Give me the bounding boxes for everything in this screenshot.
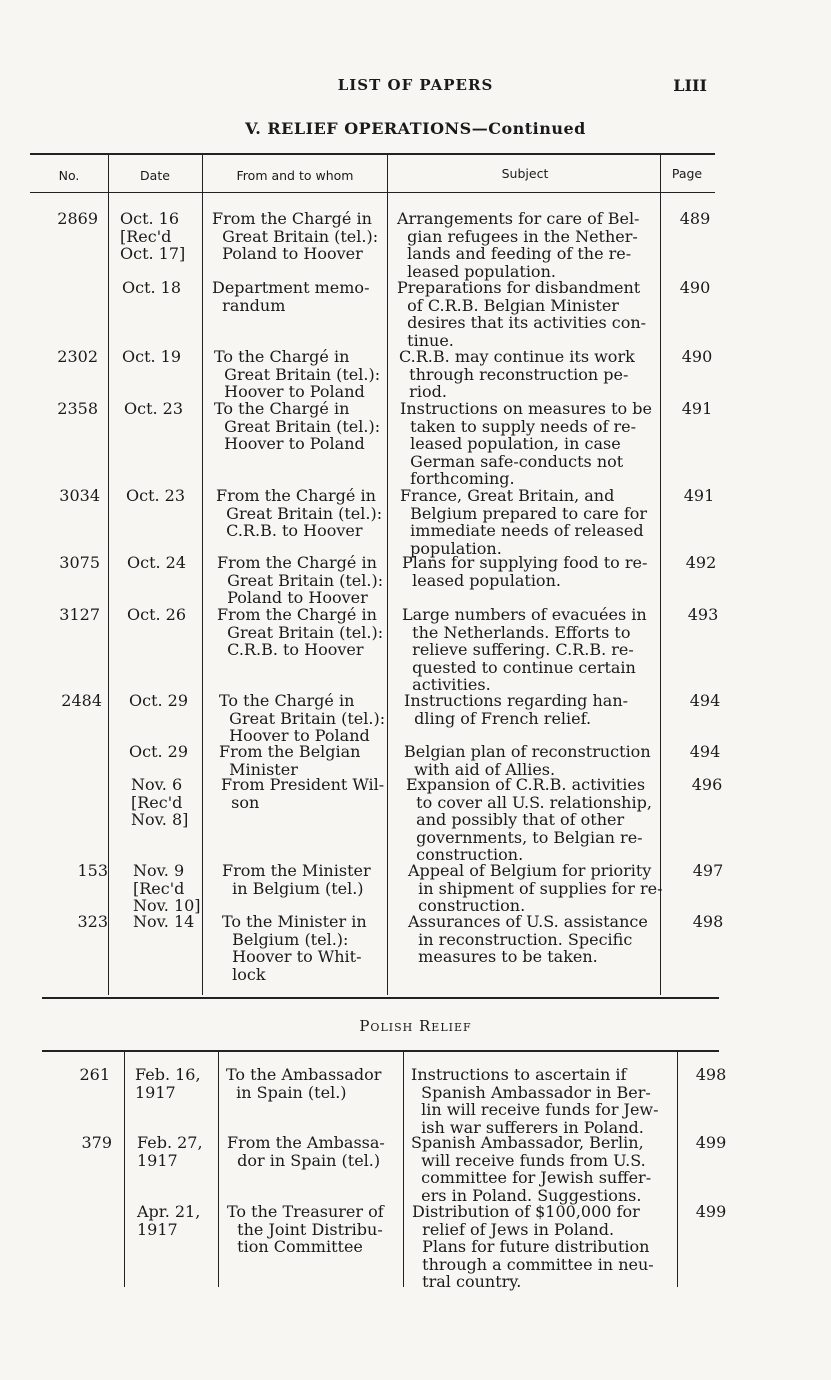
paper-page: 490: [679, 278, 711, 297]
subsection-top-rule: [42, 1050, 719, 1052]
paper-from-to: To the Chargé in Great Britain (tel.): Hoover to Poland: [214, 399, 381, 453]
paper-page: 492: [685, 553, 717, 572]
paper-subject: Preparations for disbandment of C.R.B. Belgian Minister desires that its activities con- tinue.: [397, 278, 647, 350]
column-rule: [124, 1052, 125, 1287]
paper-from-to: From the Ambassa- dor in Spain (tel.): [227, 1133, 385, 1170]
running-head-title: LIST OF PAPERS: [337, 76, 494, 94]
paper-number: 2302: [57, 347, 98, 366]
paper-subject: Spanish Ambassador, Berlin, will receive funds from U.S. committee for Jewish suffer- ers in Poland. Suggestions.: [411, 1133, 652, 1205]
paper-subject: Plans for supplying food to re- leased population.: [402, 553, 648, 590]
paper-date: Oct. 19: [122, 347, 182, 366]
paper-date: Oct. 29: [129, 691, 189, 710]
paper-number: 3034: [59, 486, 100, 505]
column-rule: [202, 155, 203, 995]
paper-date: Nov. 6 [Rec'd Nov. 8]: [131, 775, 189, 829]
table-top-rule: [30, 153, 715, 155]
paper-subject: Belgian plan of reconstruction with aid of Allies.: [404, 742, 651, 779]
column-header-no: No.: [58, 168, 80, 183]
paper-date: Oct. 16 [Rec'd Oct. 17]: [120, 209, 186, 263]
paper-number: 379: [81, 1133, 112, 1152]
paper-subject: Expansion of C.R.B. activities to cover all U.S. relationship, and possibly that of other governments, to Belgian re- construction.: [406, 775, 652, 864]
paper-date: Nov. 14: [133, 912, 195, 931]
paper-subject: C.R.B. may continue its work through reconstruction pe- riod.: [399, 347, 635, 401]
column-header-from-to: From and to whom: [236, 168, 354, 183]
column-rule: [218, 1052, 219, 1287]
paper-subject: Distribution of $100,000 for relief of Jews in Poland. Plans for future distribution through a committee in neu- tral country.: [412, 1202, 654, 1291]
paper-from-to: To the Chargé in Great Britain (tel.): Hoover to Poland: [214, 347, 381, 401]
paper-from-to: From the Chargé in Great Britain (tel.): Poland to Hoover: [217, 553, 384, 607]
page-number: LIII: [673, 76, 707, 95]
column-rule: [387, 155, 388, 995]
paper-page: 498: [692, 912, 724, 931]
paper-number: 3127: [59, 605, 100, 624]
paper-number: 153: [77, 861, 108, 880]
paper-date: Oct. 29: [129, 742, 189, 761]
paper-date: Apr. 21, 1917: [137, 1202, 201, 1239]
paper-number: 2869: [57, 209, 98, 228]
paper-date: Nov. 9 [Rec'd Nov. 10]: [133, 861, 201, 915]
paper-page: 499: [695, 1133, 727, 1152]
paper-from-to: From the Chargé in Great Britain (tel.): C.R.B. to Hoover: [217, 605, 384, 659]
header-bottom-rule: [30, 192, 715, 193]
paper-from-to: Department memo- randum: [212, 278, 370, 315]
paper-subject: Assurances of U.S. assistance in reconstruction. Specific measures to be taken.: [408, 912, 648, 966]
column-rule: [403, 1052, 404, 1287]
paper-from-to: To the Chargé in Great Britain (tel.): Hoover to Poland: [219, 691, 386, 745]
paper-from-to: To the Treasurer of the Joint Distribu- tion Committee: [227, 1202, 384, 1256]
paper-subject: Instructions regarding han- dling of French relief.: [404, 691, 629, 728]
paper-subject: Instructions on measures to be taken to supply needs of re- leased population, in case German safe-conducts not forthcoming.: [400, 399, 652, 488]
running-head: [0, 76, 831, 96]
paper-date: Oct. 26: [127, 605, 187, 624]
paper-number: 323: [77, 912, 108, 931]
paper-from-to: To the Ambassador in Spain (tel.): [226, 1065, 382, 1102]
paper-number: 2358: [57, 399, 98, 418]
paper-number: 261: [79, 1065, 110, 1084]
paper-subject: Instructions to ascertain if Spanish Ambassador in Ber- lin will receive funds for Jew- ish war sufferers in Poland.: [411, 1065, 659, 1137]
paper-page: 489: [679, 209, 711, 228]
paper-subject: Appeal of Belgium for priority in shipment of supplies for re- construction.: [408, 861, 663, 915]
paper-from-to: From the Chargé in Great Britain (tel.): C.R.B. to Hoover: [216, 486, 383, 540]
column-rule: [677, 1052, 678, 1287]
paper-date: Oct. 23: [124, 399, 184, 418]
paper-page: 494: [689, 691, 721, 710]
paper-number: 2484: [61, 691, 102, 710]
paper-page: 494: [689, 742, 721, 761]
paper-from-to: From the Minister in Belgium (tel.): [222, 861, 371, 898]
paper-page: 498: [695, 1065, 727, 1084]
column-header-subject: Subject: [501, 166, 549, 181]
paper-date: Oct. 18: [122, 278, 182, 297]
column-header-page: Page: [671, 166, 703, 181]
paper-subject: France, Great Britain, and Belgium prepared to care for immediate needs of released population.: [400, 486, 648, 558]
paper-from-to: From the Belgian Minister: [219, 742, 361, 779]
paper-subject: Large numbers of evacuées in the Netherlands. Efforts to relieve suffering. C.R.B. re- quested to continue certain activities.: [402, 605, 647, 694]
paper-page: 493: [687, 605, 719, 624]
paper-from-to: From the Chargé in Great Britain (tel.): Poland to Hoover: [212, 209, 379, 263]
paper-page: 491: [683, 486, 715, 505]
subsection-title: Polish Relief: [359, 1017, 472, 1035]
column-header-date: Date: [140, 168, 170, 183]
paper-number: 3075: [59, 553, 100, 572]
paper-date: Feb. 16, 1917: [135, 1065, 201, 1102]
column-rule: [108, 155, 109, 995]
paper-page: 499: [695, 1202, 727, 1221]
paper-from-to: To the Minister in Belgium (tel.): Hoover to Whit- lock: [222, 912, 367, 984]
table-bottom-rule: [42, 997, 719, 999]
section-title: V. RELIEF OPERATIONS—Continued: [245, 119, 586, 138]
paper-from-to: From President Wil- son: [221, 775, 385, 812]
paper-page: 490: [681, 347, 713, 366]
paper-subject: Arrangements for care of Bel- gian refugees in the Nether- lands and feeding of the re- leased population.: [397, 209, 640, 281]
paper-page: 497: [692, 861, 724, 880]
paper-page: 491: [681, 399, 713, 418]
paper-date: Feb. 27, 1917: [137, 1133, 203, 1170]
paper-date: Oct. 23: [126, 486, 186, 505]
paper-date: Oct. 24: [127, 553, 187, 572]
paper-page: 496: [691, 775, 723, 794]
